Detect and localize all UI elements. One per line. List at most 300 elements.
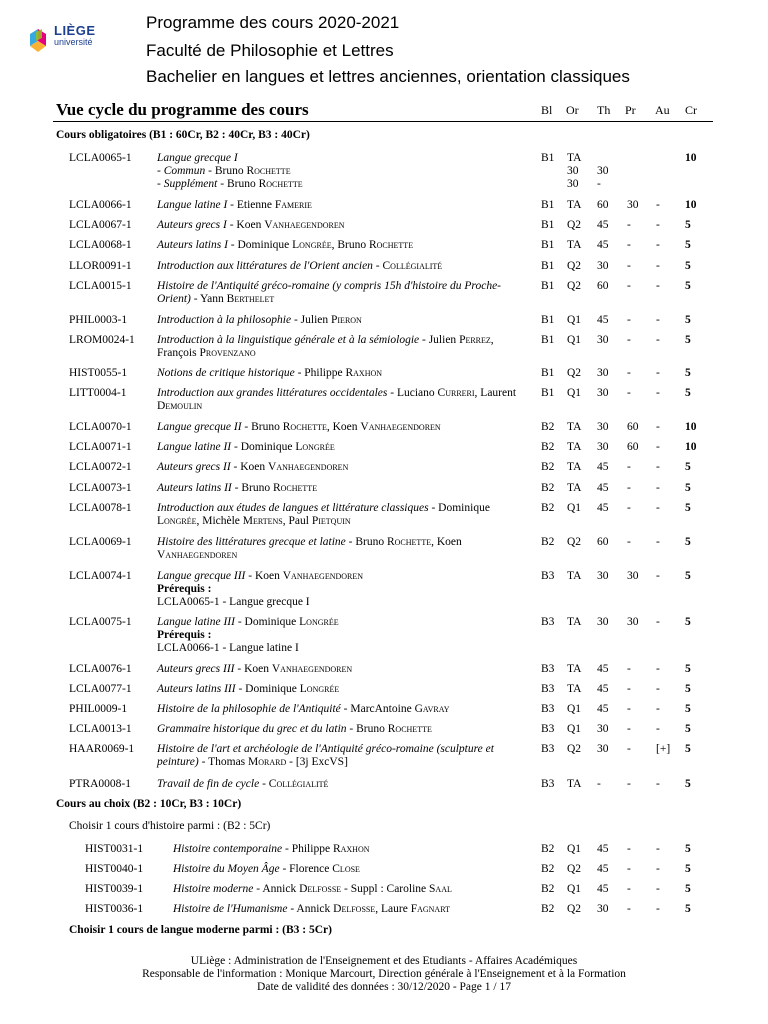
- col-au: -: [656, 482, 660, 494]
- col-cr: 5: [685, 903, 691, 915]
- col-th: 30: [597, 260, 609, 272]
- col-cr: 10: [685, 152, 697, 164]
- course-code: LCLA0065-1: [69, 152, 132, 164]
- course-code: LITT0004-1: [69, 387, 127, 399]
- course-name: Auteurs grecs II: [157, 461, 231, 473]
- staff-text: - Bruno: [205, 165, 247, 177]
- course-title: [157, 683, 529, 696]
- logo-sub: université: [54, 37, 93, 47]
- staff-text: - Dominique: [428, 502, 490, 514]
- col-or: TA: [567, 663, 582, 675]
- prereq-course: LCLA0065-1 - Langue grecque I: [157, 596, 310, 608]
- col-au: -: [656, 199, 660, 211]
- staff-name: Berthelet: [226, 293, 275, 305]
- course-title: [157, 663, 529, 676]
- course-name: Langue latine I: [157, 199, 228, 211]
- course-name: Auteurs grecs I: [157, 219, 227, 231]
- staff-name: Gavray: [414, 703, 450, 715]
- col-cr: 10: [685, 421, 697, 433]
- course-name: Histoire moderne: [173, 883, 254, 895]
- col-or: TA: [567, 152, 582, 164]
- course-name: Histoire de l'art et archéologie de l'Antiquité gréco-romaine (sculpture et peinture): [157, 743, 494, 768]
- course-title: [157, 461, 529, 474]
- course-name: Histoire des littératures grecque et latine: [157, 536, 346, 548]
- col-cr: 5: [685, 778, 691, 790]
- course-name: Auteurs latins I: [157, 239, 228, 251]
- col-th: 45: [597, 461, 609, 473]
- col-bl: B2: [541, 421, 555, 433]
- col-au: -: [656, 616, 660, 628]
- col-au: -: [656, 723, 660, 735]
- col-bl: B3: [541, 616, 555, 628]
- col-pr: -: [627, 903, 631, 915]
- staff-name: Longrée: [299, 683, 340, 695]
- course-title: [157, 367, 529, 380]
- staff-text: - Koen: [230, 461, 269, 473]
- course-title: [157, 199, 529, 212]
- course-title: [157, 723, 529, 736]
- prereq-course: LCLA0066-1 - Langue latine I: [157, 642, 299, 654]
- staff-name: Pieron: [331, 314, 362, 326]
- col-or: Q2: [567, 280, 582, 292]
- course-name: Langue grecque II: [157, 421, 242, 433]
- col-or: Q1: [567, 883, 582, 895]
- staff-name: Vanhaegendoren: [268, 461, 349, 473]
- logo-name: LIÈGE: [54, 23, 96, 38]
- col-pr: -: [627, 367, 631, 379]
- col-au: -: [656, 219, 660, 231]
- col-pr: -: [627, 314, 631, 326]
- choice-history: Choisir 1 cours d'histoire parmi : (B2 : 5Cr): [69, 820, 271, 832]
- col-or: Q2: [567, 743, 582, 755]
- staff-text: -: [259, 778, 269, 790]
- course-title: [173, 903, 529, 916]
- col-or: Q2: [567, 863, 582, 875]
- staff-name: Vanhaegendoren: [360, 421, 441, 433]
- course-code: LCLA0078-1: [69, 502, 132, 514]
- col-pr: 60: [627, 441, 639, 453]
- col-pr: 60: [627, 421, 639, 433]
- staff-text: - Philippe: [294, 367, 346, 379]
- col-or: TA: [567, 683, 582, 695]
- col-pr: -: [627, 502, 631, 514]
- col-cr: 5: [685, 536, 691, 548]
- staff-text: - Luciano: [387, 387, 438, 399]
- col-bl: B1: [541, 239, 555, 251]
- col-or: Q1: [567, 502, 582, 514]
- col-pr: 30: [627, 199, 639, 211]
- col-or: Q2: [567, 219, 582, 231]
- col-th: 30: [597, 367, 609, 379]
- col-th: 30: [567, 165, 579, 177]
- course-name: Auteurs latins III: [157, 683, 236, 695]
- header-degree: Bachelier en langues et lettres anciennes, orientation classiques: [146, 67, 630, 86]
- col-cr: 5: [685, 743, 691, 755]
- course-title: [157, 334, 529, 360]
- course-code: PHIL0009-1: [69, 703, 128, 715]
- course-title: [157, 536, 529, 562]
- staff-text: - Bruno: [217, 178, 259, 190]
- col-bl: B2: [541, 441, 555, 453]
- col-bl: B2: [541, 843, 555, 855]
- course-name: Langue grecque III: [157, 570, 246, 582]
- group-choice: Cours au choix (B2 : 10Cr, B3 : 10Cr): [56, 798, 242, 810]
- col-or: TA: [567, 239, 582, 251]
- staff-text: - MarcAntoine: [340, 703, 415, 715]
- staff-text: - Julien: [291, 314, 331, 326]
- col-pr: -: [627, 843, 631, 855]
- staff-name: Perrez: [459, 334, 491, 346]
- col-or: TA: [567, 616, 582, 628]
- course-code: HIST0036-1: [85, 903, 144, 915]
- staff-text: - Thomas: [198, 756, 249, 768]
- col-au: -: [656, 502, 660, 514]
- col-bl: B1: [541, 387, 555, 399]
- col-bl: B3: [541, 683, 555, 695]
- col-cr: 5: [685, 260, 691, 272]
- course-name: Introduction aux grandes littératures occidentales: [157, 387, 388, 399]
- course-title: [157, 152, 529, 191]
- course-code: HIST0031-1: [85, 843, 144, 855]
- course-code: PHIL0003-1: [69, 314, 128, 326]
- col-bl: B2: [541, 883, 555, 895]
- sub-label: - Supplément: [157, 178, 218, 190]
- staff-text: , Koen: [326, 421, 361, 433]
- footer-responsible: Responsable de l'information : Monique Marcourt, Direction générale à l'Enseignement et à la Formation: [142, 968, 626, 980]
- course-code: LCLA0077-1: [69, 683, 132, 695]
- staff-name: Collégialité: [382, 260, 443, 272]
- col-th: 30: [597, 723, 609, 735]
- course-code: LCLA0069-1: [69, 536, 132, 548]
- course-code: LCLA0071-1: [69, 441, 132, 453]
- course-title: [157, 441, 529, 454]
- col-th: 45: [597, 502, 609, 514]
- col-cr: Cr: [685, 103, 697, 117]
- col-au: -: [656, 280, 660, 292]
- col-or: Q1: [567, 314, 582, 326]
- col-cr: 5: [685, 482, 691, 494]
- staff-name: Longrée: [299, 616, 339, 628]
- section-title: Vue cycle du programme des cours: [56, 100, 309, 119]
- col-or: Q1: [567, 703, 582, 715]
- course-name: Introduction aux études de langues et littérature classiques: [157, 502, 429, 514]
- col-or: Q2: [567, 536, 582, 548]
- course-code: HIST0039-1: [85, 883, 144, 895]
- col-or: TA: [567, 482, 582, 494]
- staff-text: - Annick: [253, 883, 300, 895]
- col-au: -: [656, 334, 660, 346]
- col-pr: Pr: [625, 103, 636, 117]
- course-code: LCLA0076-1: [69, 663, 132, 675]
- staff-name: Raxhon: [332, 843, 370, 855]
- prereq-label: Prérequis :: [157, 583, 212, 595]
- staff-name: Rochette: [386, 536, 432, 548]
- col-pr: -: [627, 260, 631, 272]
- course-name: Travail de fin de cycle: [157, 778, 260, 790]
- staff-name: Rochette: [246, 165, 291, 177]
- col-or: TA: [567, 461, 582, 473]
- staff-name: Collégialité: [268, 778, 329, 790]
- col-cr: 5: [685, 843, 691, 855]
- col-pr: 30: [627, 616, 639, 628]
- col-au: -: [656, 863, 660, 875]
- staff-text: - [3j ExcVS]: [286, 756, 348, 768]
- header-program: Programme des cours 2020-2021: [146, 13, 400, 32]
- col-au: -: [656, 441, 660, 453]
- staff-name: Longrée: [292, 239, 332, 251]
- col-cr: 5: [685, 616, 691, 628]
- col-au: -: [656, 367, 660, 379]
- col-bl: B1: [541, 334, 555, 346]
- staff-name: Longrée: [295, 441, 335, 453]
- col-pr: 30: [597, 165, 609, 177]
- col-pr: -: [627, 482, 631, 494]
- course-name: Histoire de l'Humanisme: [173, 903, 288, 915]
- col-bl: B2: [541, 482, 555, 494]
- col-au: -: [656, 703, 660, 715]
- col-or: Or: [566, 103, 579, 117]
- col-bl: B1: [541, 152, 555, 164]
- course-code: LCLA0074-1: [69, 570, 132, 582]
- course-name: Introduction aux littératures de l'Orient ancien: [157, 260, 373, 272]
- staff-name: Mertens: [242, 515, 283, 527]
- course-name: Notions de critique historique: [157, 367, 295, 379]
- col-bl: B2: [541, 863, 555, 875]
- col-cr: 5: [685, 570, 691, 582]
- col-bl: B3: [541, 743, 555, 755]
- course-code: HIST0055-1: [69, 367, 128, 379]
- col-au: -: [656, 536, 660, 548]
- col-pr: -: [627, 461, 631, 473]
- course-name: Langue grecque I: [157, 152, 238, 164]
- course-title: [157, 280, 529, 306]
- col-au: -: [656, 663, 660, 675]
- course-code: LCLA0070-1: [69, 421, 132, 433]
- col-th: 45: [597, 843, 609, 855]
- course-title: [157, 570, 529, 609]
- course-name: Auteurs latins II: [157, 482, 232, 494]
- col-bl: B3: [541, 570, 555, 582]
- col-pr: -: [627, 723, 631, 735]
- col-th: -: [597, 778, 601, 790]
- col-th: 30: [597, 441, 609, 453]
- course-title: [157, 239, 529, 252]
- col-th: 45: [597, 663, 609, 675]
- col-cr: 5: [685, 461, 691, 473]
- col-or: TA: [567, 441, 582, 453]
- col-th: 45: [597, 239, 609, 251]
- staff-name: Famerie: [274, 199, 312, 211]
- staff-name: Vanhaegendoren: [157, 549, 238, 561]
- course-name: Langue latine III: [157, 616, 235, 628]
- col-pr: -: [627, 663, 631, 675]
- col-th: 45: [597, 683, 609, 695]
- col-bl: B1: [541, 280, 555, 292]
- course-name: Introduction à la philosophie: [157, 314, 292, 326]
- staff-text: - Dominique: [231, 441, 296, 453]
- course-name: Grammaire historique du grec et du latin: [157, 723, 347, 735]
- staff-text: - Koen: [226, 219, 265, 231]
- staff-text: - Koen: [234, 663, 272, 675]
- staff-name: Rochette: [368, 239, 414, 251]
- course-code: HIST0040-1: [85, 863, 144, 875]
- course-title: [157, 703, 529, 716]
- staff-name: Demoulin: [157, 400, 203, 412]
- course-title: [173, 843, 529, 856]
- course-code: LCLA0066-1: [69, 199, 132, 211]
- course-name: Histoire de l'Antiquité gréco-romaine (y compris 15h d'histoire du Proche-Orient): [157, 280, 502, 305]
- col-pr: -: [627, 863, 631, 875]
- staff-name: Rochette: [387, 723, 432, 735]
- col-au: -: [656, 314, 660, 326]
- course-title: [157, 482, 529, 495]
- col-th: 30: [597, 387, 609, 399]
- staff-text: - Philippe: [282, 843, 333, 855]
- col-bl: B1: [541, 367, 555, 379]
- col-bl: B3: [541, 723, 555, 735]
- staff-name: Delfosse: [299, 883, 342, 895]
- col-or: TA: [567, 199, 582, 211]
- col-th: 45: [597, 482, 609, 494]
- course-code: PTRA0008-1: [69, 778, 131, 790]
- header-faculty: Faculté de Philosophie et Lettres: [146, 41, 394, 60]
- col-au: -: [656, 883, 660, 895]
- staff-text: - Bruno: [241, 421, 283, 433]
- course-code: LCLA0015-1: [69, 280, 132, 292]
- course-code: LCLA0072-1: [69, 461, 132, 473]
- staff-text: - Bruno: [346, 723, 388, 735]
- col-au: -: [656, 843, 660, 855]
- col-bl: B1: [541, 260, 555, 272]
- col-pr: -: [627, 703, 631, 715]
- col-cr: 5: [685, 367, 691, 379]
- col-or: Q2: [567, 260, 582, 272]
- course-title: [173, 883, 529, 896]
- col-th: 30: [597, 743, 609, 755]
- course-title: [157, 314, 529, 327]
- col-pr: -: [627, 334, 631, 346]
- col-au: -: [656, 461, 660, 473]
- col-th: 30: [567, 178, 579, 190]
- course-title: [157, 616, 529, 655]
- staff-name: Vanhaegendoren: [271, 663, 353, 675]
- col-au: -: [656, 387, 660, 399]
- staff-text: , Paul: [282, 515, 312, 527]
- col-au: -: [656, 260, 660, 272]
- course-code: LLOR0091-1: [69, 260, 132, 272]
- col-bl: B1: [541, 314, 555, 326]
- col-th: 45: [597, 863, 609, 875]
- staff-text: , Laurent: [474, 387, 517, 399]
- staff-name: Delfosse: [333, 903, 376, 915]
- footer-date: Date de validité des données : 30/12/2020 - Page 1 / 17: [257, 981, 511, 993]
- col-cr: 10: [685, 441, 697, 453]
- staff-text: - Suppl : Caroline: [341, 883, 430, 895]
- col-or: TA: [567, 778, 582, 790]
- col-au: Au: [655, 103, 670, 117]
- choice-language: Choisir 1 cours de langue moderne parmi : (B3 : 5Cr): [69, 924, 332, 936]
- col-bl: B3: [541, 778, 555, 790]
- col-bl: Bl: [541, 103, 553, 117]
- staff-name: Provenzano: [199, 347, 256, 359]
- staff-name: Rochette: [258, 178, 303, 190]
- col-au: [+]: [656, 743, 671, 755]
- col-cr: 5: [685, 883, 691, 895]
- col-or: Q2: [567, 903, 582, 915]
- staff-text: - Bruno: [345, 536, 387, 548]
- col-pr: -: [597, 178, 601, 190]
- course-name: Introduction à la linguistique générale et à la sémiologie: [157, 334, 420, 346]
- staff-text: , Bruno: [331, 239, 369, 251]
- col-pr: -: [627, 536, 631, 548]
- staff-text: -: [372, 260, 383, 272]
- course-title: [157, 743, 529, 769]
- col-bl: B3: [541, 703, 555, 715]
- staff-text: - Florence: [279, 863, 333, 875]
- staff-text: - Bruno: [231, 482, 273, 494]
- col-cr: 5: [685, 723, 691, 735]
- col-cr: 5: [685, 502, 691, 514]
- staff-text: - Dominique: [227, 239, 293, 251]
- staff-name: Vanhaegendoren: [264, 219, 345, 231]
- col-pr: -: [627, 683, 631, 695]
- col-th: 45: [597, 883, 609, 895]
- staff-name: Raxhon: [345, 367, 383, 379]
- staff-text: - Dominique: [234, 616, 300, 628]
- course-title: [157, 219, 529, 232]
- staff-name: Saal: [429, 883, 452, 895]
- col-th: 45: [597, 314, 609, 326]
- staff-name: Fagnart: [410, 903, 450, 915]
- col-bl: B2: [541, 536, 555, 548]
- col-th: 30: [597, 903, 609, 915]
- course-title: [157, 421, 529, 434]
- col-cr: 5: [685, 334, 691, 346]
- col-bl: B2: [541, 461, 555, 473]
- col-pr: -: [627, 387, 631, 399]
- staff-text: - Annick: [287, 903, 334, 915]
- staff-text: , Laure: [375, 903, 411, 915]
- course-name: Histoire du Moyen Âge: [173, 863, 280, 875]
- col-th: 60: [597, 199, 609, 211]
- course-code: LCLA0068-1: [69, 239, 132, 251]
- col-cr: 5: [685, 280, 691, 292]
- group-mandatory: Cours obligatoires (B1 : 60Cr, B2 : 40Cr, B3 : 40Cr): [56, 129, 310, 141]
- col-bl: B2: [541, 502, 555, 514]
- sub-label: - Commun: [157, 165, 206, 177]
- col-pr: -: [627, 778, 631, 790]
- course-title: [157, 502, 529, 528]
- staff-text: , Koen: [431, 536, 462, 548]
- staff-text: - Yann: [190, 293, 227, 305]
- staff-name: Pietquin: [311, 515, 351, 527]
- col-or: Q2: [567, 367, 582, 379]
- col-th: 45: [597, 219, 609, 231]
- course-name: Auteurs grecs III: [157, 663, 235, 675]
- col-pr: -: [627, 219, 631, 231]
- col-bl: B2: [541, 903, 555, 915]
- staff-name: Rochette: [282, 421, 327, 433]
- staff-name: Longrée: [157, 515, 197, 527]
- staff-text: - Koen: [245, 570, 283, 582]
- staff-text: - Julien: [419, 334, 460, 346]
- col-cr: 5: [685, 663, 691, 675]
- col-cr: 5: [685, 863, 691, 875]
- staff-text: - Dominique: [235, 683, 300, 695]
- course-title: [157, 387, 529, 413]
- col-bl: B1: [541, 219, 555, 231]
- col-th: 60: [597, 280, 609, 292]
